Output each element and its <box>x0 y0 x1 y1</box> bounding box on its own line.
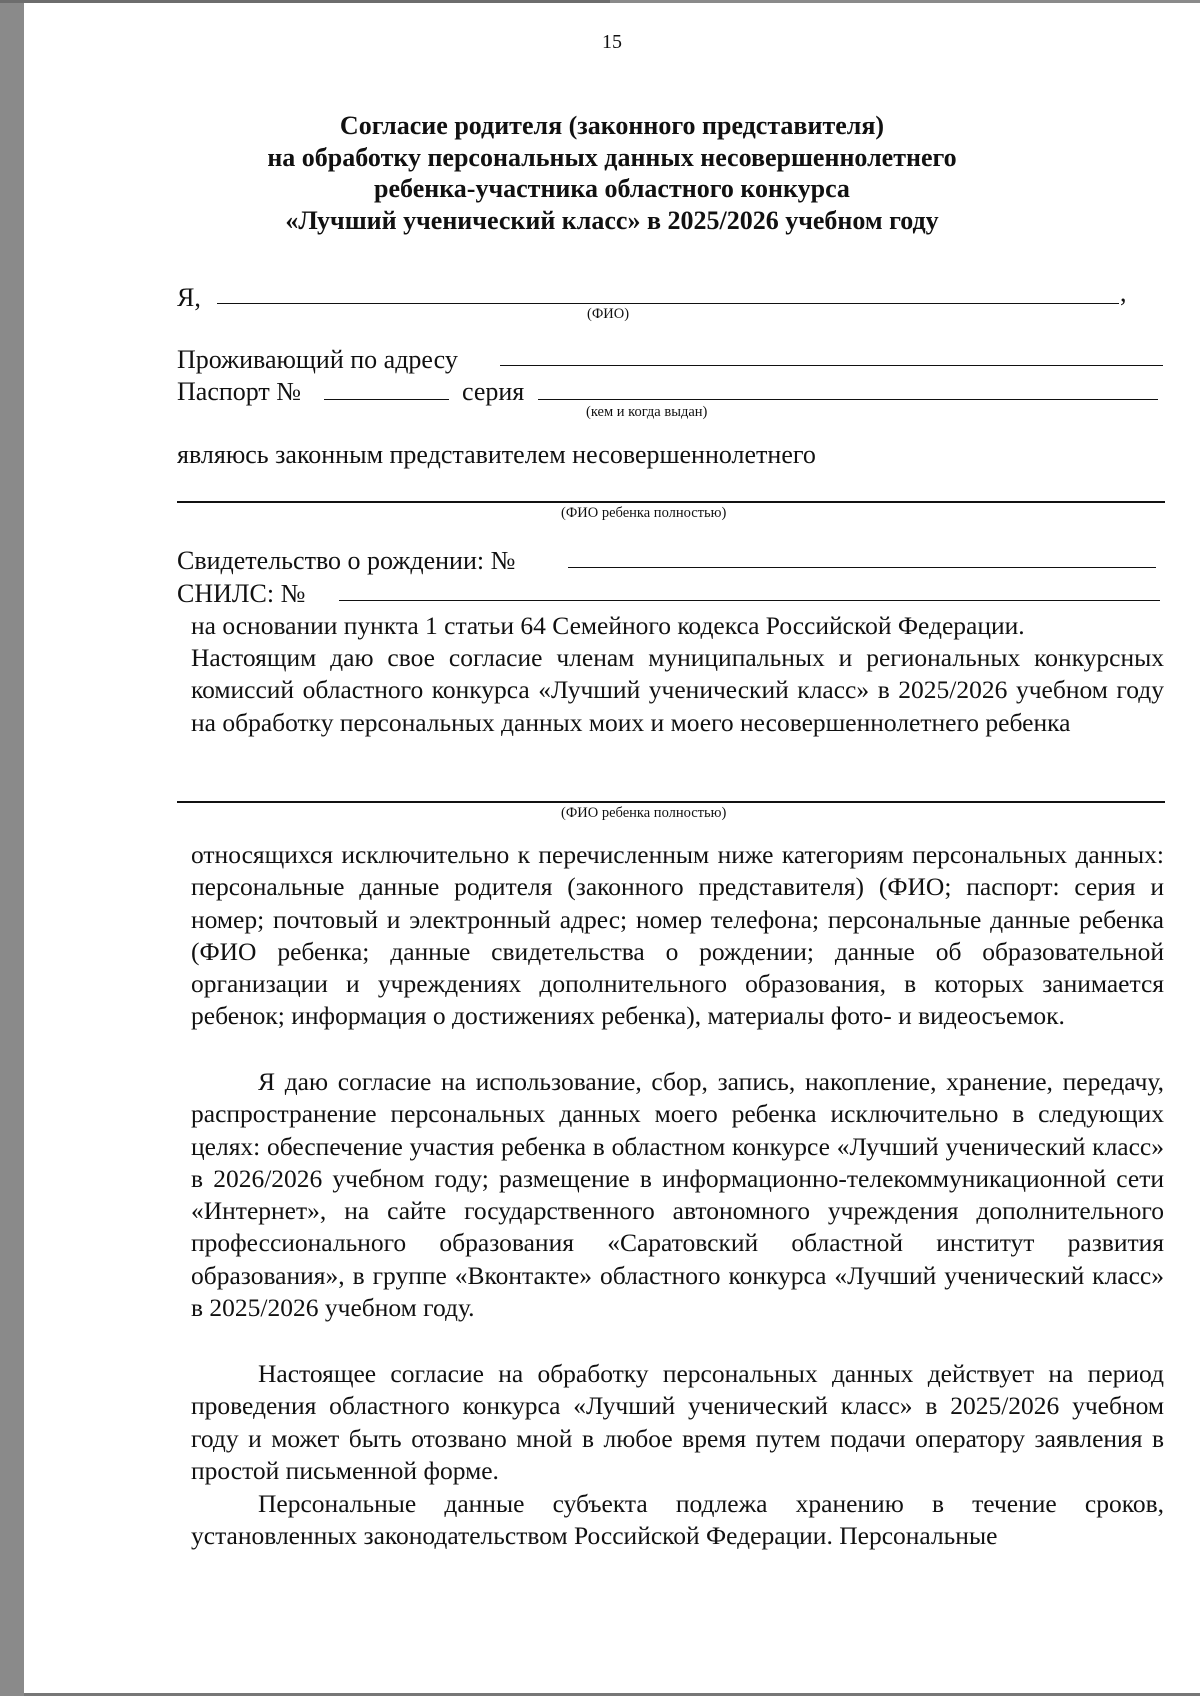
address-label: Проживающий по адресу <box>177 345 458 374</box>
child-fio-input-line[interactable] <box>177 501 1165 503</box>
child-fio-caption-2: (ФИО ребенка полностью) <box>561 805 727 821</box>
address-input-line[interactable] <box>500 365 1163 366</box>
series-input-line[interactable] <box>538 399 1158 400</box>
fio-input-line[interactable] <box>217 303 1119 304</box>
consent-intro-paragraph: Настоящим даю свое согласие членам муниципальных и региональных конкурсных комиссий областного конкурса «Лучший ученический класс» в 2025/2026 учебном году на обработку персональных данных моих и моего несовершеннолетнего ребенка <box>191 643 1164 737</box>
categories-paragraph: относящихся исключительно к перечисленным ниже категориям персональных данных: персональные данные родителя (законного представителя) (ФИО; паспорт: серия и номер; почтовый и электронный адрес; номер телефона; персональные данные ребенка (ФИО ребенка; данные свидетельства о рождении; данные об образовательной организации и учреждениях дополнительного образования, в которых занимается ребенок; информация о достижениях ребенка), материалы фото- и видеосъемок. <box>191 840 1164 1031</box>
child-fio-input-line-2[interactable] <box>177 801 1165 803</box>
title-line: ребенка-участника областного конкурса <box>374 174 850 203</box>
passport-number-input-line[interactable] <box>324 399 449 400</box>
title-line: Согласие родителя (законного представителя) <box>339 111 885 140</box>
birth-certificate-input-line[interactable] <box>568 567 1156 568</box>
title-line: на обработку персональных данных несовершеннолетнего <box>267 142 957 172</box>
fio-caption: (ФИО) <box>587 306 630 322</box>
basis-text: на основании пункта 1 статьи 64 Семейного кодекса Российской Федерации. <box>191 611 1025 640</box>
period-paragraph: Настоящее согласие на обработку персональных данных действует на период проведения областного конкурса «Лучший ученический класс» в 2025/2026 учебном году и может быть отозвано мной в любое время путем подачи оператору заявления в простой письменной форме. <box>191 1359 1164 1485</box>
i-comma: , <box>1120 278 1127 307</box>
i-label: Я, <box>177 283 201 312</box>
storage-paragraph: Персональные данные субъекта подлежа хранению в течение сроков, установленных законодательством Российской Федерации. Персональные <box>191 1489 1164 1551</box>
representative-text: являюсь законным представителем несовершеннолетнего <box>177 440 816 469</box>
passport-label: Паспорт № <box>177 377 302 406</box>
document-title <box>24 110 1200 236</box>
title-line: «Лучший ученический класс» в 2025/2026 учебном году <box>285 205 939 235</box>
child-fio-caption: (ФИО ребенка полностью) <box>561 505 727 521</box>
snils-input-line[interactable] <box>339 600 1160 601</box>
series-label: серия <box>462 377 525 406</box>
birth-certificate-label: Свидетельство о рождении: № <box>177 546 516 575</box>
page-number: 15 <box>602 31 622 53</box>
purposes-paragraph: Я даю согласие на использование, сбор, запись, накопление, хранение, передачу, распространение персональных данных моего ребенка исключительно в следующих целях: обеспечение участия ребенка в областном конкурсе «Лучший ученический класс» в 2026/2026 учебном году; размещение в информационно-телекоммуникационной сети «Интернет», на сайте государственного автономного учреждения дополнительного профессионального образования «Саратовский областной институт развития образования», в группе «Вконтакте» областного конкурса «Лучший ученический класс» в 2025/2026 учебном году. <box>191 1067 1164 1323</box>
issued-caption: (кем и когда выдан) <box>586 404 708 420</box>
document-page <box>24 3 1200 1693</box>
snils-label: СНИЛС: № <box>177 579 306 608</box>
